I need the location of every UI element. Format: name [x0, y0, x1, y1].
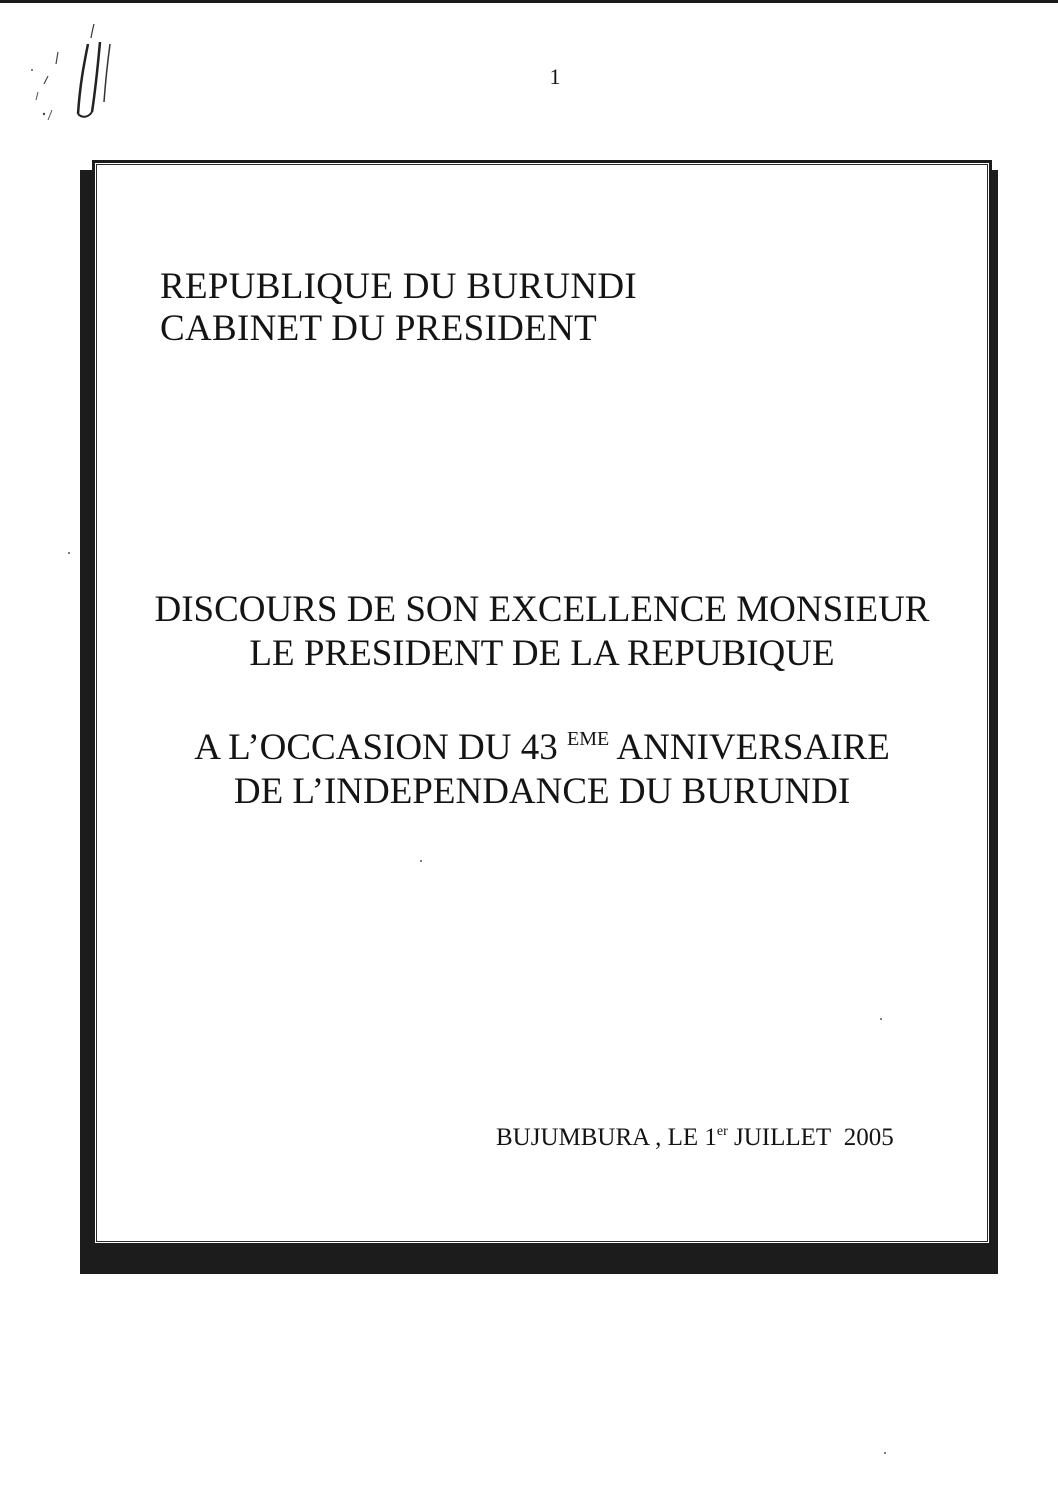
- date-day-suffix: er: [716, 1124, 728, 1139]
- scan-speck: [68, 552, 70, 554]
- occasion-line-1: [96, 726, 988, 770]
- date-year: 2005: [843, 1124, 894, 1151]
- handwritten-initials-mark: [18, 14, 128, 134]
- speech-title-line-1: DISCOURS DE SON EXCELLENCE MONSIEUR: [154, 589, 930, 630]
- place-and-date: [496, 1124, 894, 1152]
- occasion-block: [96, 726, 988, 814]
- header-block: [160, 266, 637, 350]
- place-date-separator: , LE: [648, 1124, 705, 1151]
- occasion-line-2: DE L’INDEPENDANCE DU BURUNDI: [233, 771, 851, 812]
- page-top-rule: [0, 0, 1058, 3]
- speech-title: [96, 588, 988, 676]
- scan-speck: [420, 860, 422, 862]
- date-month: JUILLET: [734, 1124, 832, 1151]
- header-country: REPUBLIQUE DU BURUNDI: [160, 266, 638, 307]
- date-day: 1: [704, 1124, 717, 1151]
- page-number: 1: [549, 64, 561, 89]
- scan-speck: [880, 1018, 882, 1020]
- scan-speck: [884, 1452, 886, 1454]
- occasion-line-1-end: ANNIVERSAIRE: [616, 727, 890, 768]
- occasion-ordinal-suffix: EME: [566, 728, 610, 750]
- occasion-line-1-start: A L’OCCASION DU 43: [194, 727, 558, 768]
- header-office: CABINET DU PRESIDENT: [160, 308, 597, 349]
- speech-title-line-2: LE PRESIDENT DE LA REPUBIQUE: [249, 633, 835, 674]
- place-name: BUJUMBURA: [496, 1124, 649, 1151]
